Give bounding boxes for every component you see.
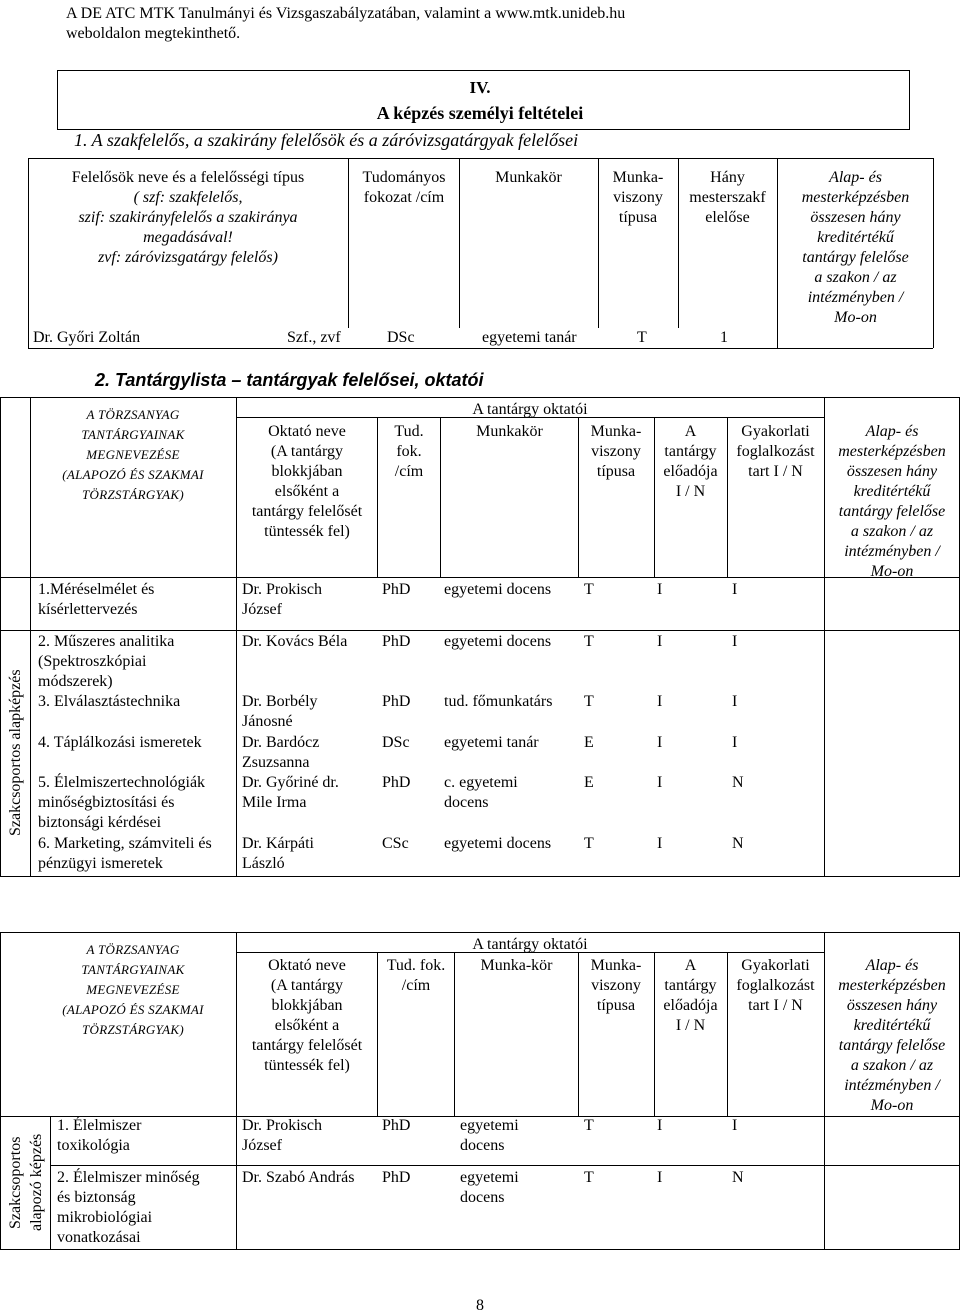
practical-flag: I <box>732 693 738 710</box>
header-lecturer: tantárgy <box>664 443 717 460</box>
teacher-name: Jánosné <box>242 713 293 730</box>
teacher-name: Dr. Kárpáti <box>242 835 314 852</box>
teacher-job: c. egyetemi <box>444 774 518 791</box>
header-credits: Mo-on <box>834 309 877 326</box>
intro-line-1: A DE ATC MTK Tanulmányi és Vizsgaszabályzatában, valamint a www.mtk.unideb.hu <box>66 5 626 22</box>
subject-name: (Spektroszkópiai <box>38 653 147 670</box>
header-lecturer: előadója <box>663 997 718 1014</box>
teacher-degree: PhD <box>382 774 411 791</box>
teacher-degree: PhD <box>382 1169 411 1186</box>
header-employment: Munka- <box>590 423 642 440</box>
header-teacher-name: tüntessék fel) <box>264 1057 350 1074</box>
header-teacher-name: tantárgy felelősét <box>251 503 363 520</box>
practical-flag: N <box>732 774 744 791</box>
header-credits: a szakon / az <box>850 1057 934 1074</box>
lecturer-flag: I <box>657 774 663 791</box>
header-practical: Gyakorlati <box>741 957 810 974</box>
teacher-name: Dr. Prokisch <box>242 1117 322 1134</box>
table-border <box>50 1116 51 1249</box>
side-label: Szakcsoportos alapképzés <box>7 669 24 837</box>
section2-title: 2. Tantárgylista – tantárgyak felelősei, oktatói <box>95 370 484 390</box>
subject-name: 2. Élelmiszer minőség <box>57 1169 200 1186</box>
teacher-name: Dr. Prokisch <box>242 581 322 598</box>
header-responsibles: szif: szakirányfelelős a szakiránya <box>78 209 298 226</box>
teacher-degree: DSc <box>382 734 410 751</box>
teacher-job: egyetemi docens <box>444 633 552 650</box>
header-count: elelőse <box>705 209 750 226</box>
header-responsibles: ( szf: szakfelelős, <box>133 189 243 206</box>
header-credits: Alap- és <box>865 423 919 440</box>
lecturer-flag: I <box>657 1169 663 1186</box>
employment-type: E <box>584 774 594 791</box>
header-degree: Tud. fok. <box>386 957 446 974</box>
header-lecturer: I / N <box>675 1017 706 1034</box>
teacher-job: docens <box>460 1189 505 1206</box>
header-lecturer: tantárgy <box>664 977 717 994</box>
teacher-degree: PhD <box>382 633 411 650</box>
table-border <box>50 1165 960 1166</box>
header-employment: viszony <box>591 977 641 994</box>
table-border <box>236 932 237 1249</box>
header-credits: kreditértékű <box>817 229 894 246</box>
employment-type: T <box>584 835 594 852</box>
subject-name: módszerek) <box>38 673 113 690</box>
header-credits: intézményben / <box>844 1077 940 1094</box>
header-credits: mesterképzésben <box>838 977 946 994</box>
header-teacher-name: Oktató neve <box>268 957 346 974</box>
header-job: Munkakör <box>476 423 543 440</box>
header-credits: tantárgy felelőse <box>802 249 909 266</box>
employment-type: T <box>584 633 594 650</box>
resp-type: Szf., zvf <box>287 329 341 346</box>
side-label: Szakcsoportos <box>7 1136 24 1229</box>
table-border <box>0 397 1 876</box>
teacher-degree: PhD <box>382 693 411 710</box>
header-subject: A TÖRZSANYAG <box>86 407 180 422</box>
resp-degree: DSc <box>387 329 415 346</box>
header-credits: tantárgy felelőse <box>838 1037 946 1054</box>
intro-line-2: weboldalon megtekinthető. <box>66 25 241 42</box>
teacher-job: egyetemi docens <box>444 581 552 598</box>
subject-name: 1. Élelmiszer <box>57 1117 142 1134</box>
header-credits: mesterképzésben <box>838 443 946 460</box>
header-practical: tart I / N <box>748 997 803 1014</box>
subject-name: kísérlettervezés <box>38 601 138 618</box>
resp-employment: T <box>637 329 647 346</box>
header-credits: intézményben / <box>844 543 940 560</box>
teacher-job: egyetemi <box>460 1169 519 1186</box>
practical-flag: I <box>732 1117 738 1134</box>
table-border <box>28 158 933 159</box>
header-credits: kreditértékű <box>853 1017 931 1034</box>
header-teacher-name: tüntessék fel) <box>264 523 350 540</box>
practical-flag: I <box>732 581 738 598</box>
section-title: A képzés személyi feltételei <box>376 103 584 123</box>
header-responsibles: megadásával! <box>143 229 233 246</box>
subject-name: pénzügyi ismeretek <box>38 855 163 872</box>
teacher-degree: PhD <box>382 581 411 598</box>
teacher-name: Dr. Szabó András <box>242 1169 355 1186</box>
teacher-degree: CSc <box>382 835 409 852</box>
header-degree: fokozat /cím <box>363 189 445 206</box>
header-degree: Tudományos <box>362 169 446 186</box>
table-border <box>0 397 960 398</box>
header-credits: intézményben / <box>807 289 904 306</box>
teacher-name: József <box>242 1137 282 1154</box>
lecturer-flag: I <box>657 581 663 598</box>
header-lecturer: A <box>684 957 697 974</box>
lecturer-flag: I <box>657 693 663 710</box>
subject-name: 1.Méréselmélet és <box>38 581 155 598</box>
header-job: Munka-kör <box>480 957 553 974</box>
table-border <box>0 876 960 877</box>
teacher-name: Zsuzsanna <box>242 754 310 771</box>
header-subject: TÖRZSTÁRGYAK) <box>82 1022 184 1037</box>
header-credits: kreditértékű <box>853 483 931 500</box>
subject-name: toxikológia <box>57 1137 130 1154</box>
subject-name: biztonsági kérdései <box>38 814 162 831</box>
table-border <box>0 577 960 578</box>
employment-type: T <box>584 1117 594 1134</box>
header-employment: típusa <box>596 463 636 480</box>
table-border <box>0 932 960 933</box>
teacher-name: Dr. Borbély <box>242 693 318 710</box>
lecturer-flag: I <box>657 633 663 650</box>
section-roman: IV. <box>469 78 491 97</box>
lecturer-flag: I <box>657 1117 663 1134</box>
header-lecturer: előadója <box>663 463 718 480</box>
practical-flag: I <box>732 734 738 751</box>
header-teacher-name: elsőként a <box>274 483 340 500</box>
header-subject: (ALAPOZÓ ÉS SZAKMAI <box>62 1002 204 1017</box>
employment-type: E <box>584 734 594 751</box>
header-count: Hány <box>710 169 745 186</box>
teacher-degree: PhD <box>382 1117 411 1134</box>
header-lecturer: I / N <box>675 483 706 500</box>
teacher-job: egyetemi <box>460 1117 519 1134</box>
table-border <box>454 952 455 1116</box>
teacher-name: Dr. Kovács Béla <box>242 633 348 650</box>
employment-type: T <box>584 693 594 710</box>
header-practical: tart I / N <box>748 463 803 480</box>
lecturer-flag: I <box>657 835 663 852</box>
lecturer-flag: I <box>657 734 663 751</box>
header-subject: TANTÁRGYAINAK <box>81 427 185 442</box>
header-credits: összesen hány <box>846 997 938 1014</box>
header-degree: Tud. <box>394 423 424 440</box>
table-border <box>0 932 1 1249</box>
header-teacher-name: elsőként a <box>274 1017 340 1034</box>
header-credits: Mo-on <box>870 1097 914 1114</box>
header-credits: Alap- és <box>829 169 882 186</box>
section-subtitle: 1. A szakfelelős, a szakirány felelősök és a záróvizsgatárgyak felelősei <box>74 130 579 150</box>
header-degree: fok. <box>396 443 422 460</box>
table-border <box>30 397 31 876</box>
subject-name: 4. Táplálkozási ismeretek <box>38 734 202 751</box>
resp-job: egyetemi tanár <box>482 329 577 346</box>
header-employment: Munka- <box>590 957 642 974</box>
subject-name: 3. Elválasztástechnika <box>38 693 181 710</box>
header-subject: TÖRZSTÁRGYAK) <box>82 487 184 502</box>
subject-name: 2. Műszeres analitika <box>38 633 175 650</box>
header-subject: MEGNEVEZÉSE <box>86 982 180 997</box>
teacher-job: egyetemi tanár <box>444 734 539 751</box>
header-teacher-name: (A tantárgy <box>270 443 344 460</box>
header-employment: Munka- <box>612 169 664 186</box>
header-teachers-group: A tantárgy oktatói <box>472 936 588 953</box>
teacher-job: egyetemi docens <box>444 835 552 852</box>
practical-flag: N <box>732 835 744 852</box>
header-credits: Mo-on <box>870 563 914 580</box>
header-credits: Alap- és <box>865 957 919 974</box>
subject-name: mikrobiológiai <box>57 1209 153 1226</box>
subject-name: 5. Élelmiszertechnológiák <box>38 774 206 791</box>
table-border <box>933 158 934 348</box>
side-label: alapozó képzés <box>28 1133 45 1232</box>
header-employment: viszony <box>613 189 663 206</box>
resp-name: Dr. Győri Zoltán <box>33 329 141 346</box>
subject-name: minőségbiztosítási és <box>38 794 175 811</box>
table-border <box>0 630 960 631</box>
header-credits: mesterképzésben <box>801 189 910 206</box>
header-employment: viszony <box>591 443 641 460</box>
header-teacher-name: blokkjában <box>271 997 343 1014</box>
table-border <box>236 397 237 876</box>
teacher-job: docens <box>460 1137 505 1154</box>
teacher-name: Mile Irma <box>242 794 307 811</box>
header-subject: TANTÁRGYAINAK <box>81 962 185 977</box>
header-credits: a szakon / az <box>850 523 934 540</box>
teacher-job: tud. főmunkatárs <box>444 693 553 710</box>
practical-flag: N <box>732 1169 744 1186</box>
header-teacher-name: Oktató neve <box>268 423 346 440</box>
header-employment: típusa <box>618 209 658 226</box>
header-lecturer: A <box>684 423 697 440</box>
header-credits: tantárgy felelőse <box>838 503 946 520</box>
header-responsibles: zvf: záróvizsgatárgy felelős) <box>98 249 278 266</box>
header-subject: (ALAPOZÓ ÉS SZAKMAI <box>62 467 204 482</box>
teacher-name: László <box>242 855 285 872</box>
header-practical: foglalkozást <box>736 977 815 994</box>
header-count: mesterszakf <box>689 189 766 206</box>
header-credits: a szakon / az <box>814 269 897 286</box>
header-practical: foglalkozást <box>736 443 815 460</box>
resp-count: 1 <box>720 329 728 346</box>
header-degree: /cím <box>394 463 424 480</box>
teacher-job: docens <box>444 794 489 811</box>
table-border <box>0 1249 960 1250</box>
header-job: Munkakör <box>495 169 562 186</box>
header-subject: MEGNEVEZÉSE <box>86 447 180 462</box>
header-credits: összesen hány <box>846 463 938 480</box>
header-teacher-name: (A tantárgy <box>270 977 344 994</box>
header-credits: összesen hány <box>810 209 901 226</box>
subject-name: és biztonság <box>57 1189 136 1206</box>
practical-flag: I <box>732 633 738 650</box>
header-teacher-name: tantárgy felelősét <box>251 1037 363 1054</box>
teacher-name: József <box>242 601 282 618</box>
table-border <box>28 348 933 349</box>
employment-type: T <box>584 1169 594 1186</box>
subject-name: vonatkozásai <box>57 1229 141 1246</box>
header-employment: típusa <box>596 997 636 1014</box>
header-practical: Gyakorlati <box>741 423 810 440</box>
teacher-name: Dr. Győriné dr. <box>242 774 339 791</box>
header-responsibles: Felelősök neve és a felelősségi típus <box>71 169 305 186</box>
header-teachers-group: A tantárgy oktatói <box>472 401 588 418</box>
header-degree: /cím <box>401 977 431 994</box>
page-number: 8 <box>476 1297 484 1314</box>
subject-name: 6. Marketing, számviteli és <box>38 835 212 852</box>
teacher-name: Dr. Bardócz <box>242 734 320 751</box>
table-border <box>28 158 29 348</box>
header-teacher-name: blokkjában <box>271 463 343 480</box>
header-subject: A TÖRZSANYAG <box>86 942 180 957</box>
employment-type: T <box>584 581 594 598</box>
